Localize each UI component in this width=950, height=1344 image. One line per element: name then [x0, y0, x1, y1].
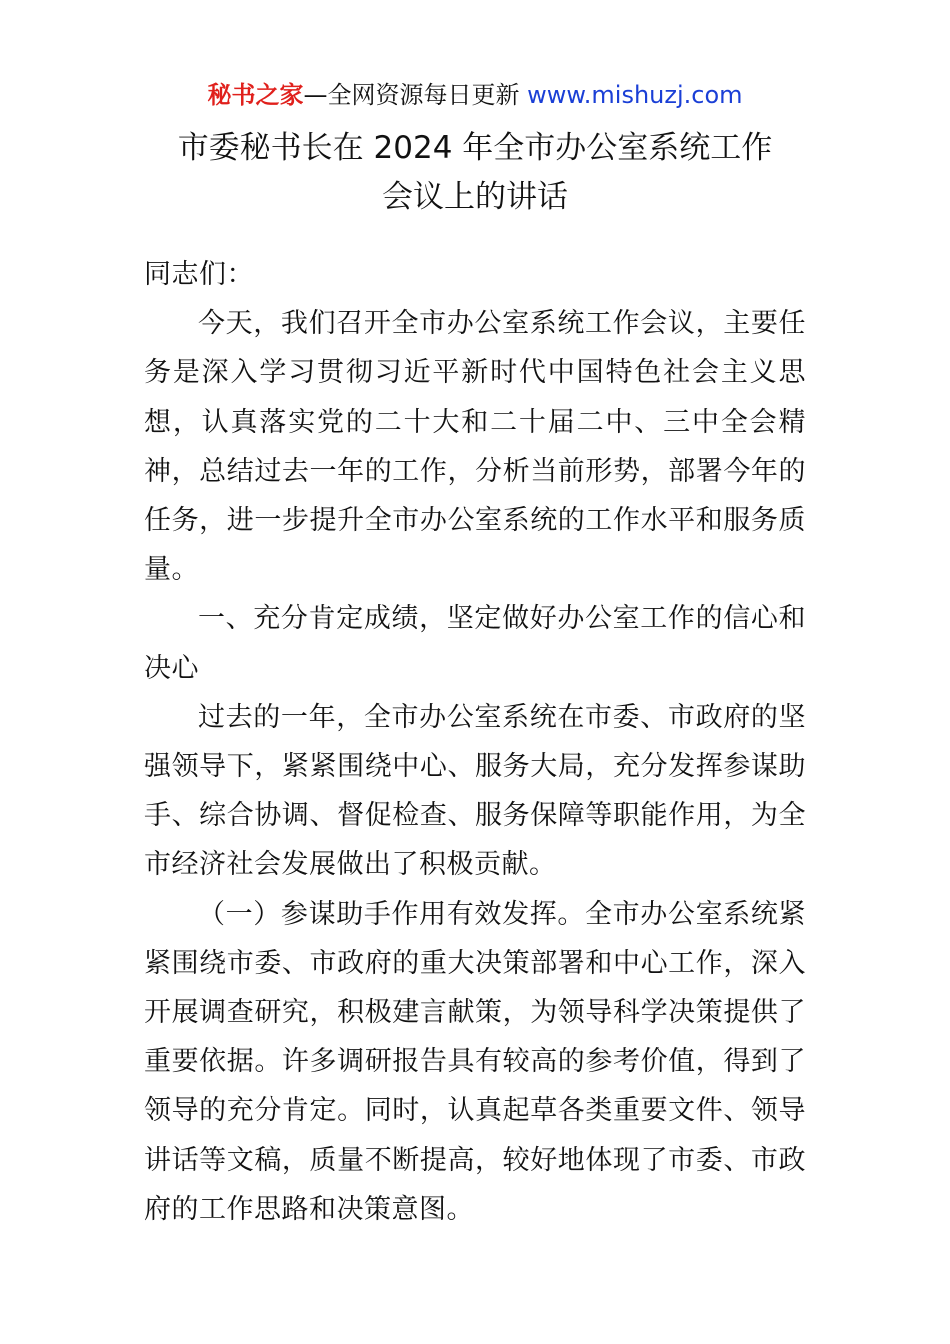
site-url-link[interactable]: www.mishuzj.com — [527, 81, 743, 109]
header-tagline: —全网资源每日更新 — [303, 81, 520, 109]
brand-name: 秘书之家 — [207, 81, 304, 109]
document-body — [144, 250, 806, 1234]
paragraph-subsection-1: （一）参谋助手作用有效发挥。全市办公室系统紧紧围绕市委、市政府的重大决策部署和中心工作，深入开展调查研究，积极建言献策，为领导科学决策提供了重要依据。许多调研报告具有较高的参考价值，得到了领导的充分肯定。同时，认真起草各类重要文件、领导讲话等文稿，质量不断提高，较好地体现了市委、市政府的工作思路和决策意图。 — [144, 898, 806, 1225]
document-title-line-2: 会议上的讲话 — [382, 179, 568, 215]
paragraph-review: 过去的一年，全市办公室系统在市委、市政府的坚强领导下，紧紧围绕中心、服务大局，充分发挥参谋助手、综合协调、督促检查、服务保障等职能作用，为全市经济社会发展做出了积极贡献。 — [144, 701, 806, 881]
site-header — [0, 78, 950, 112]
section-heading-1: 一、充分肯定成绩，坚定做好办公室工作的信心和决心 — [144, 603, 806, 684]
document-title-line-1: 市委秘书长在 2024 年全市办公室系统工作 — [177, 130, 773, 166]
salutation: 同志们： — [144, 259, 254, 290]
paragraph-intro: 今天，我们召开全市办公室系统工作会议，主要任务是深入学习贯彻习近平新时代中国特色社会主义思想，认真落实党的二十大和二十届二中、三中全会精神，总结过去一年的工作，分析当前形势，部署今年的任务，进一步提升全市办公室系统的工作水平和服务质量。 — [144, 308, 806, 586]
